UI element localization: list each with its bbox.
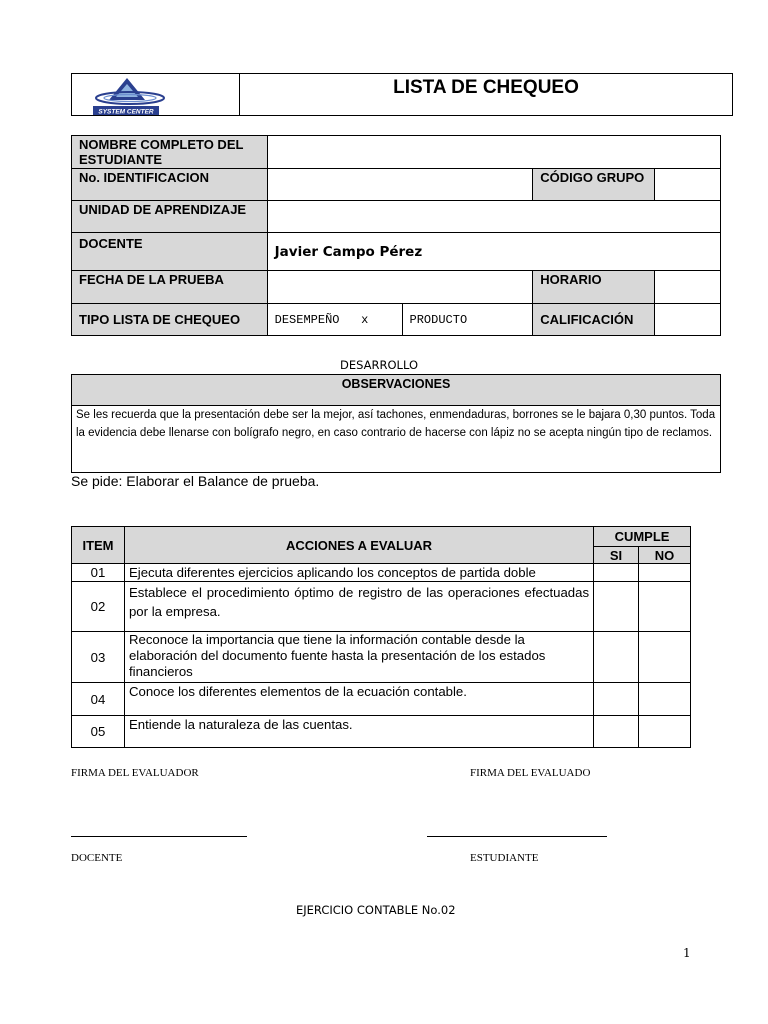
si-checkbox[interactable]	[594, 683, 639, 716]
codigo-grupo-field[interactable]	[655, 169, 721, 201]
horario-field[interactable]	[655, 271, 721, 304]
item-action: Reconoce la importancia que tiene la información contable desde la elaboración del documento fuente hasta la presentación de los estados financieros	[124, 632, 593, 683]
table-row	[72, 564, 691, 582]
firma-evaluado-line	[427, 836, 607, 837]
item-action: Ejecuta diferentes ejercicios aplicando los conceptos de partida doble	[124, 564, 593, 582]
calificacion-field[interactable]	[655, 304, 721, 336]
item-number: 04	[72, 683, 125, 716]
table-row	[72, 683, 691, 716]
firma-evaluado-label: FIRMA DEL EVALUADO	[470, 767, 591, 779]
se-pide-text: Se pide: Elaborar el Balance de prueba.	[71, 473, 320, 489]
table-row	[72, 632, 691, 683]
item-action: Entiende la naturaleza de las cuentas.	[124, 716, 593, 748]
item-action: Conoce los diferentes elementos de la ecuación contable.	[124, 683, 593, 716]
item-number: 03	[72, 632, 125, 683]
acciones-table	[71, 526, 691, 748]
document-header	[71, 73, 733, 116]
fecha-field[interactable]	[267, 271, 533, 304]
no-checkbox[interactable]	[639, 716, 691, 748]
item-action: Establece el procedimiento óptimo de registro de las operaciones efectuadas por la empresa.	[124, 582, 593, 632]
estudiante-signature-label: ESTUDIANTE	[470, 852, 539, 864]
item-number: 05	[72, 716, 125, 748]
system-center-logo-icon	[72, 74, 240, 116]
horario-label: HORARIO	[533, 271, 655, 304]
tipo-label: TIPO LISTA DE CHEQUEO	[72, 304, 268, 336]
item-number: 02	[72, 582, 125, 632]
desempeno-option[interactable]: DESEMPEÑO x	[267, 304, 402, 336]
si-checkbox[interactable]	[594, 632, 639, 683]
docente-label: DOCENTE	[72, 233, 268, 271]
item-header: ITEM	[72, 527, 125, 564]
nombre-field[interactable]	[267, 136, 720, 169]
no-checkbox[interactable]	[639, 564, 691, 582]
codigo-grupo-label: CÓDIGO GRUPO	[533, 169, 655, 201]
acciones-header: ACCIONES A EVALUAR	[124, 527, 593, 564]
unidad-field[interactable]	[267, 201, 720, 233]
item-number: 01	[72, 564, 125, 582]
producto-option[interactable]: PRODUCTO	[402, 304, 533, 336]
firma-evaluador-label: FIRMA DEL EVALUADOR	[71, 767, 199, 779]
desarrollo-heading: DESARROLLO	[340, 358, 418, 372]
docente-value: Javier Campo Pérez	[267, 233, 720, 271]
company-logo	[72, 74, 240, 115]
identificacion-field[interactable]	[267, 169, 533, 201]
no-checkbox[interactable]	[639, 582, 691, 632]
svg-text:SYSTEM CENTER: SYSTEM CENTER	[98, 108, 154, 116]
firma-evaluador-line	[71, 836, 247, 837]
si-checkbox[interactable]	[594, 716, 639, 748]
no-header: NO	[639, 547, 691, 564]
si-checkbox[interactable]	[594, 564, 639, 582]
observaciones-title: OBSERVACIONES	[72, 375, 720, 406]
page-number: 1	[683, 946, 691, 960]
calificacion-label: CALIFICACIÓN	[533, 304, 655, 336]
ejercicio-title: EJERCICIO CONTABLE No.02	[296, 903, 456, 917]
table-row	[72, 716, 691, 748]
no-checkbox[interactable]	[639, 683, 691, 716]
document-title: LISTA DE CHEQUEO	[393, 77, 579, 98]
observaciones-text: Se les recuerda que la presentación debe ser la mejor, así tachones, enmendaduras, borrones se le bajara 0,30 puntos. Toda la evidencia debe llenarse con bolígrafo negro, en caso contrario de hacerse con lápiz no se acepta ningún tipo de reclamos.	[76, 409, 716, 439]
si-checkbox[interactable]	[594, 582, 639, 632]
unidad-label: UNIDAD DE APRENDIZAJE	[72, 201, 268, 233]
cumple-header: CUMPLE	[594, 527, 691, 547]
docente-signature-label: DOCENTE	[71, 852, 123, 864]
student-info-table	[71, 135, 721, 336]
nombre-label: NOMBRE COMPLETO DEL ESTUDIANTE	[72, 136, 268, 169]
no-checkbox[interactable]	[639, 632, 691, 683]
table-row	[72, 582, 691, 632]
identificacion-label: No. IDENTIFICACION	[72, 169, 268, 201]
fecha-label: FECHA DE LA PRUEBA	[72, 271, 268, 304]
observaciones-box	[71, 374, 721, 473]
si-header: SI	[594, 547, 639, 564]
